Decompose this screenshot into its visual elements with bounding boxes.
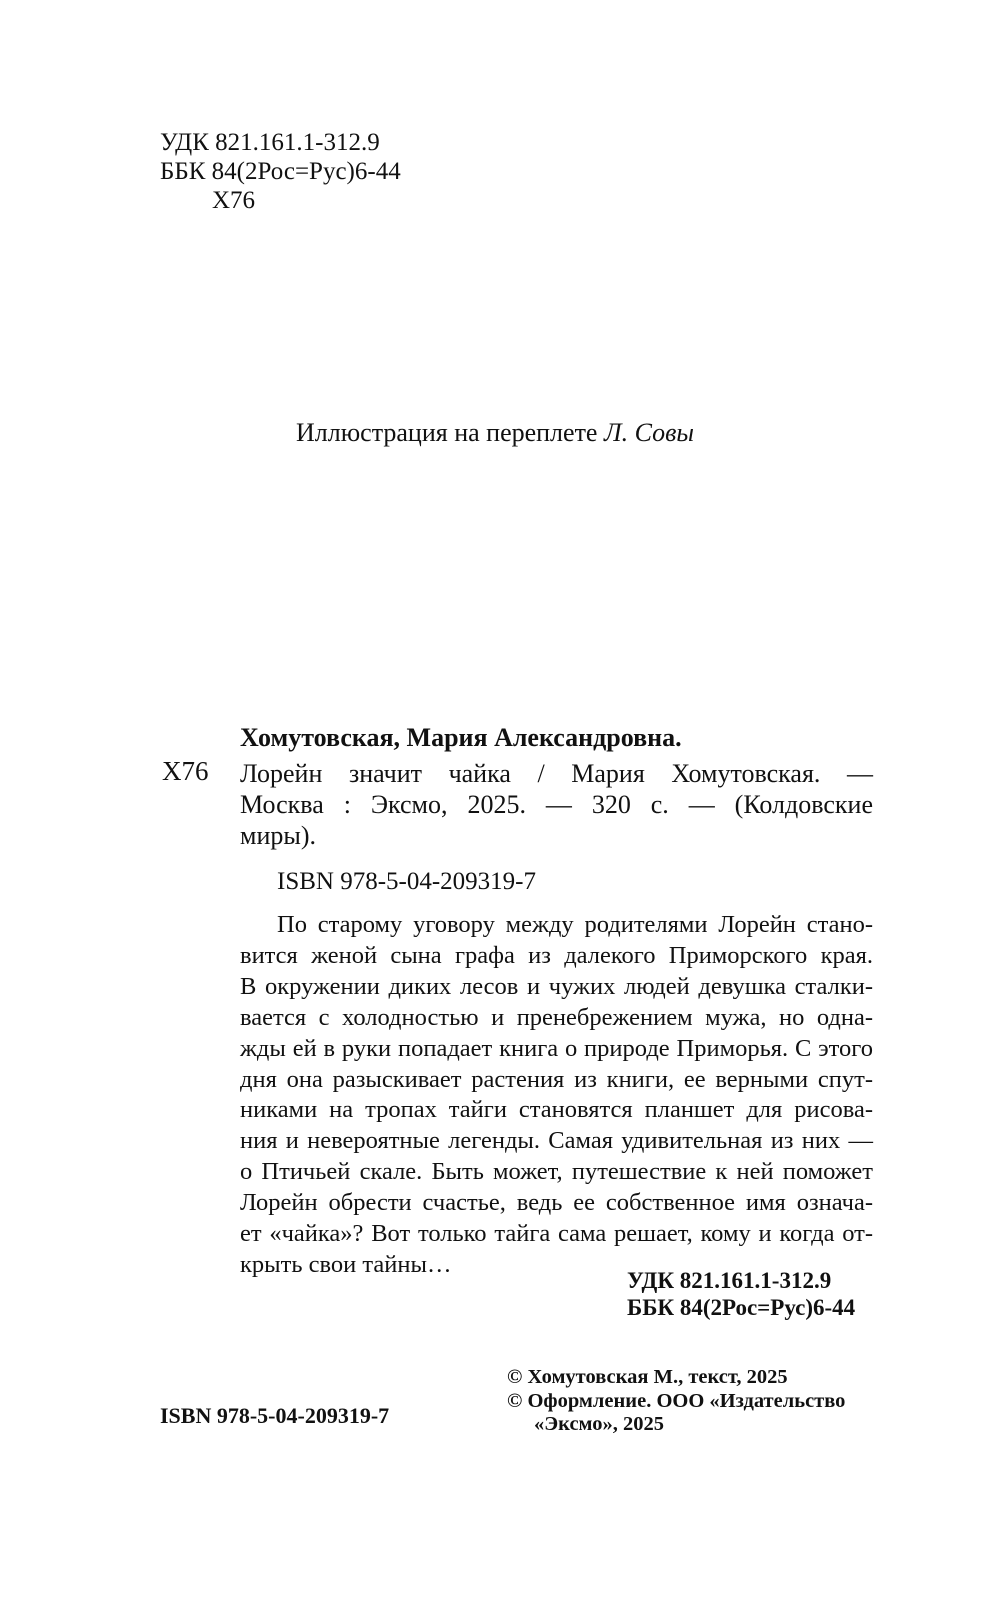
bbk-code: ББК 84(2Рос=Рус)6-44 <box>160 158 401 185</box>
illustration-credit <box>296 418 694 448</box>
copyright-line: © Хомутовская М., текст, 2025 <box>507 1366 788 1388</box>
annotation-line: ет «чайка»? Вот только тайга сама решает, кому и когда от- <box>240 1220 873 1248</box>
copyright-notice <box>507 1366 845 1437</box>
catalog-author: Хомутовская, Мария Александровна. <box>240 723 682 752</box>
copyright-line: «Эксмо», 2025 <box>534 1413 664 1435</box>
classification-codes-top <box>160 128 401 215</box>
annotation-line: крыть свои тайны… <box>240 1250 452 1278</box>
annotation <box>240 910 873 1281</box>
catalog-isbn: ISBN 978-5-04-209319-7 <box>277 868 537 895</box>
annotation-line: жды ей в руки попадает книга о природе Приморья. С этого <box>240 1034 873 1062</box>
biblio-line: Москва : Эксмо, 2025. — 320 с. — (Колдовские <box>240 790 873 819</box>
author-mark: Х76 <box>212 187 256 214</box>
annotation-line: дня она разыскивает растения из книги, ее верными спут- <box>240 1065 873 1093</box>
udk-code: УДК 821.161.1-312.9 <box>627 1268 832 1293</box>
footer-isbn: ISBN 978-5-04-209319-7 <box>160 1403 390 1428</box>
annotation-line: Лорейн обрести счастье, ведь ее собственное имя означа- <box>240 1189 873 1217</box>
annotation-line: никами на тропах тайги становятся планшет для рисова- <box>240 1096 873 1124</box>
annotation-line: вается с холодностью и пренебрежением мужа, но одна- <box>240 1003 873 1031</box>
catalog-author-mark: Х76 <box>162 756 209 786</box>
classification-codes-bottom <box>627 1267 855 1321</box>
copyright-line: © Оформление. ООО «Издательство <box>507 1389 846 1412</box>
annotation-line: о Птичьей скале. Быть может, путешествие к ней поможет <box>240 1158 873 1186</box>
bbk-code: ББК 84(2Рос=Рус)6-44 <box>627 1295 856 1320</box>
annotation-line: По старому уговору между родителями Лорейн стано- <box>277 911 873 938</box>
annotation-line: В окружении диких лесов и чужих людей девушка сталки- <box>240 972 873 1000</box>
annotation-line: вится женой сына графа из далекого Приморского края. <box>240 941 873 969</box>
biblio-line: миры). <box>240 821 316 850</box>
biblio-line: Лорейн значит чайка / Мария Хомутовская. — <box>240 759 873 788</box>
bibliographic-description <box>240 758 873 851</box>
illustration-artist: Л. Совы <box>603 418 695 447</box>
annotation-line: ния и невероятные легенды. Самая удивительная из них — <box>240 1127 873 1155</box>
illustration-label: Иллюстрация на переплете <box>296 418 598 447</box>
udk-code: УДК 821.161.1-312.9 <box>160 129 380 156</box>
